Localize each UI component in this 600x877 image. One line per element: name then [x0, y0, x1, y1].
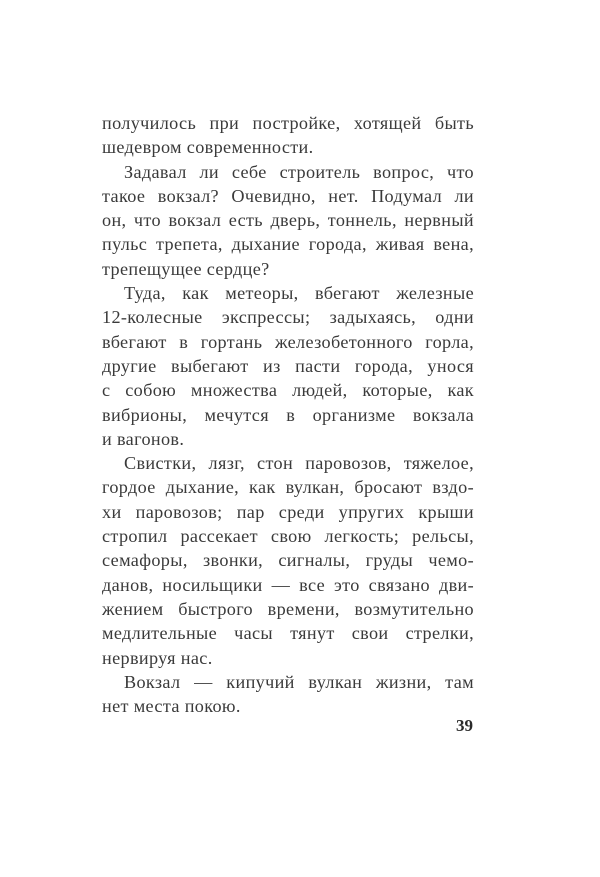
paragraph	[102, 160, 474, 281]
text-line: Туда, как метеоры, вбегают железные	[124, 283, 474, 304]
text-line: и вагонов.	[102, 428, 185, 449]
text-line: вибрионы, мечутся в организме вокзала	[102, 404, 474, 425]
text-line: вбегают в гортань железобетонного горла,	[102, 331, 474, 352]
text-line: Свистки, лязг, стон паровозов, тяжелое,	[124, 453, 474, 474]
paragraph-continuation	[102, 111, 474, 160]
text-line: нервируя нас.	[102, 647, 213, 668]
text-line: хи паровозов; пар среди упругих крыши	[102, 501, 474, 522]
text-line: пульс трепета, дыхание города, живая вена,	[102, 234, 474, 255]
text-line: он, что вокзал есть дверь, тоннель, нервный	[102, 210, 474, 231]
body-text	[102, 111, 474, 718]
text-line: с собою множества людей, которые, как	[102, 380, 474, 401]
text-line: стропил рассекает свою легкость; рельсы,	[102, 526, 474, 547]
text-line: медлительные часы тянут свои стрелки,	[102, 623, 474, 644]
text-line: нет места покою.	[102, 696, 241, 717]
text-line: получилось при постройке, хотящей быть	[102, 113, 474, 133]
text-line: Задавал ли себе строитель вопрос, что	[124, 161, 474, 182]
text-line: жением быстрого времени, возмутительно	[102, 598, 474, 619]
paragraph	[102, 281, 474, 451]
text-line: гордое дыхание, как вулкан, бросают вздо-	[102, 477, 474, 498]
text-line: другие выбегают из пасти города, унося	[102, 355, 474, 376]
text-line: семафоры, звонки, сигналы, груды чемо-	[102, 550, 474, 571]
text-line: такое вокзал? Очевидно, нет. Подумал ли	[102, 185, 474, 206]
text-line: данов, носильщики — все это связано дви-	[102, 574, 474, 595]
text-line: Вокзал — кипучий вулкан жизни, там	[124, 671, 474, 692]
paragraph	[102, 670, 474, 719]
page-number: 39	[456, 716, 473, 735]
paragraph	[102, 451, 474, 670]
text-line: трепещущее сердце?	[102, 258, 270, 279]
text-line: 12-колесные экспрессы; задыхаясь, одни	[102, 307, 474, 328]
text-line: шедевром современности.	[102, 137, 314, 158]
